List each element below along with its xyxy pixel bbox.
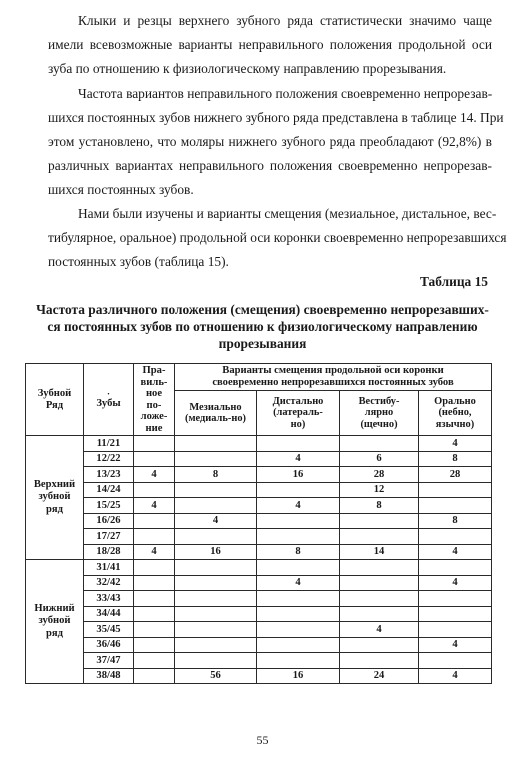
cell-vestibular: 14	[340, 544, 419, 560]
cell-oral: 8	[419, 513, 492, 529]
table-row	[26, 529, 492, 545]
table-row	[26, 560, 492, 576]
table-row	[26, 498, 492, 514]
cell-mesial	[175, 436, 257, 452]
cell-mesial: 16	[175, 544, 257, 560]
cell-vestibular	[340, 575, 419, 591]
cell-correct	[134, 436, 175, 452]
header-teeth-mark: ·	[106, 388, 110, 399]
cell-oral	[419, 591, 492, 607]
table-row	[26, 622, 492, 638]
cell-mesial	[175, 622, 257, 638]
cell-distal: 16	[257, 668, 340, 684]
cell-correct	[134, 622, 175, 638]
cell-correct	[134, 529, 175, 545]
cell-distal: 16	[257, 467, 340, 483]
header-mesial-label: Мезиально (медиаль-но)	[185, 401, 246, 424]
table-row	[26, 544, 492, 560]
table-title-line: ся постоянных зубов по отношению к физиологическому направлению	[47, 319, 478, 334]
cell-teeth: 37/47	[84, 653, 134, 669]
table-row	[26, 513, 492, 529]
table-title-line: Частота различного положения (смещения) своевременно непрорезавших-	[36, 302, 489, 317]
cell-teeth: 34/44	[84, 606, 134, 622]
cell-correct: 4	[134, 498, 175, 514]
cell-oral: 4	[419, 668, 492, 684]
cell-oral	[419, 560, 492, 576]
cell-vestibular: 8	[340, 498, 419, 514]
cell-vestibular	[340, 653, 419, 669]
cell-correct: 4	[134, 544, 175, 560]
header-oral-label: Орально (небно, язычно)	[434, 395, 476, 430]
cell-oral	[419, 622, 492, 638]
cell-correct	[134, 653, 175, 669]
header-correct-label: Пра-виль-ное по-ложе-ние	[140, 365, 168, 434]
text-line: шихся постоянных зубов нижнего зубного ряда представлена в таблице 14. При	[48, 110, 504, 125]
cell-oral	[419, 498, 492, 514]
table-row	[26, 436, 492, 452]
cell-correct	[134, 451, 175, 467]
cell-vestibular: 4	[340, 622, 419, 638]
cell-vestibular	[340, 591, 419, 607]
text-line: Частота вариантов неправильного положения своевременно непрорезав-	[78, 86, 493, 101]
cell-distal	[257, 436, 340, 452]
header-teeth	[84, 364, 134, 436]
cell-oral: 4	[419, 544, 492, 560]
cell-mesial	[175, 591, 257, 607]
cell-teeth: 33/43	[84, 591, 134, 607]
cell-teeth: 14/24	[84, 482, 134, 498]
text-line: этом установлено, что моляры нижнего зубного ряда преобладают (92,8%) в	[48, 134, 492, 149]
header-distal	[257, 391, 340, 436]
cell-correct	[134, 560, 175, 576]
displacement-table	[25, 363, 492, 684]
cell-vestibular: 12	[340, 482, 419, 498]
cell-distal: 8	[257, 544, 340, 560]
cell-oral	[419, 653, 492, 669]
cell-teeth: 35/45	[84, 622, 134, 638]
table-row	[26, 467, 492, 483]
table-title	[20, 301, 505, 352]
cell-teeth: 18/28	[84, 544, 134, 560]
cell-oral	[419, 606, 492, 622]
text-line: зуба по отношению к физиологическому направлению прорезывания.	[48, 61, 447, 76]
cell-oral: 28	[419, 467, 492, 483]
cell-teeth: 12/22	[84, 451, 134, 467]
cell-mesial: 56	[175, 668, 257, 684]
cell-vestibular	[340, 436, 419, 452]
cell-teeth: 17/27	[84, 529, 134, 545]
cell-vestibular: 6	[340, 451, 419, 467]
header-vestibular-label: Вестибу-лярно (щечно)	[358, 395, 400, 430]
cell-teeth: 31/41	[84, 560, 134, 576]
table-row	[26, 653, 492, 669]
table-row	[26, 637, 492, 653]
page-number: 55	[256, 733, 269, 747]
text-line: имели всевозможные варианты неправильного положения продольной оси	[48, 37, 492, 52]
cell-teeth: 16/26	[84, 513, 134, 529]
cell-mesial	[175, 653, 257, 669]
table-row	[26, 575, 492, 591]
cell-distal	[257, 529, 340, 545]
cell-mesial	[175, 451, 257, 467]
cell-mesial	[175, 482, 257, 498]
cell-teeth: 38/48	[84, 668, 134, 684]
cell-vestibular: 28	[340, 467, 419, 483]
cell-mesial	[175, 560, 257, 576]
cell-teeth: 15/25	[84, 498, 134, 514]
cell-vestibular	[340, 637, 419, 653]
table-row	[26, 606, 492, 622]
table-title-line: прорезывания	[218, 336, 307, 351]
cell-distal: 4	[257, 451, 340, 467]
cell-vestibular	[340, 606, 419, 622]
header-group-label: Варианты смещения продольной оси коронки своевременно непрорезавшихся постоянных зубов	[212, 365, 454, 388]
cell-oral: 4	[419, 637, 492, 653]
cell-oral	[419, 482, 492, 498]
paragraph-1	[48, 9, 492, 81]
cell-vestibular	[340, 560, 419, 576]
cell-distal	[257, 560, 340, 576]
cell-mesial: 4	[175, 513, 257, 529]
header-correct	[134, 364, 175, 436]
table-row	[26, 668, 492, 684]
cell-oral	[419, 529, 492, 545]
cell-vestibular: 24	[340, 668, 419, 684]
cell-oral: 4	[419, 575, 492, 591]
cell-mesial	[175, 498, 257, 514]
table-row	[26, 451, 492, 467]
header-mesial	[175, 391, 257, 436]
cell-correct: 4	[134, 467, 175, 483]
cell-distal	[257, 637, 340, 653]
header-row	[26, 364, 84, 436]
group-label-upper	[26, 436, 84, 560]
cell-teeth: 32/42	[84, 575, 134, 591]
cell-vestibular	[340, 529, 419, 545]
cell-correct	[134, 575, 175, 591]
cell-mesial: 8	[175, 467, 257, 483]
header-distal-label: Дистально (латераль-но)	[272, 395, 324, 430]
cell-vestibular	[340, 513, 419, 529]
cell-distal: 4	[257, 575, 340, 591]
paragraph-2	[48, 82, 504, 202]
text-line: тибулярное, оральное) продольной оси коронки своевременно непрорезавшихся	[48, 230, 507, 245]
text-line: различных вариантах неправильного положения своевременно непрорезав-	[48, 158, 492, 173]
cell-mesial	[175, 637, 257, 653]
table-number: Таблица 15	[419, 274, 488, 289]
cell-distal	[257, 653, 340, 669]
cell-correct	[134, 637, 175, 653]
cell-distal	[257, 622, 340, 638]
text-line: Нами были изучены и варианты смещения (мезиальное, дистальное, вес-	[78, 206, 497, 221]
text-line: шихся постоянных зубов.	[48, 182, 194, 197]
cell-distal	[257, 606, 340, 622]
cell-oral: 4	[419, 436, 492, 452]
header-teeth-label: Зубы	[96, 397, 121, 409]
cell-correct	[134, 606, 175, 622]
cell-mesial	[175, 606, 257, 622]
header-row-label: Зубной Ряд	[37, 387, 72, 411]
text-line: постоянных зубов (таблица 15).	[48, 254, 229, 269]
cell-mesial	[175, 575, 257, 591]
cell-correct	[134, 591, 175, 607]
group-label-text: Верхний зубной ряд	[33, 478, 76, 515]
header-displacement-group	[175, 364, 492, 391]
cell-correct	[134, 482, 175, 498]
cell-distal	[257, 513, 340, 529]
table-row	[26, 591, 492, 607]
text-line: Клыки и резцы верхнего зубного ряда статистически значимо чаще	[78, 13, 492, 28]
paragraph-3	[48, 202, 507, 274]
header-vestibular	[340, 391, 419, 436]
cell-teeth: 11/21	[84, 436, 134, 452]
group-label-text: Нижний зубной ряд	[34, 602, 75, 639]
cell-correct	[134, 513, 175, 529]
cell-mesial	[175, 529, 257, 545]
cell-oral: 8	[419, 451, 492, 467]
cell-teeth: 13/23	[84, 467, 134, 483]
cell-correct	[134, 668, 175, 684]
cell-distal	[257, 482, 340, 498]
group-label-lower	[26, 560, 84, 684]
table-row	[26, 482, 492, 498]
cell-teeth: 36/46	[84, 637, 134, 653]
header-oral	[419, 391, 492, 436]
cell-distal	[257, 591, 340, 607]
cell-distal: 4	[257, 498, 340, 514]
